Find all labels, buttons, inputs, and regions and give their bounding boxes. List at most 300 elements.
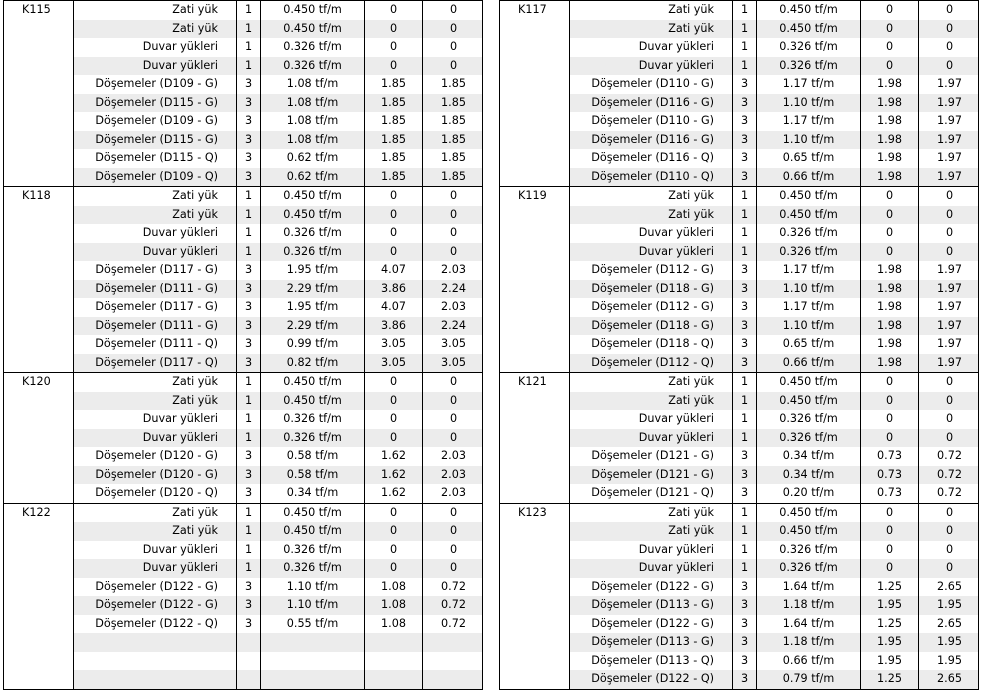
load-value: 0.34 tf/m (261, 484, 365, 503)
load-value: 0.66 tf/m (757, 652, 861, 671)
distance-a: 1.98 (861, 149, 919, 168)
load-type: 1 (733, 1, 757, 20)
load-type: 1 (237, 392, 261, 411)
distance-b: 0 (919, 559, 979, 578)
distance-b: 0 (423, 57, 483, 76)
load-type: 1 (237, 541, 261, 560)
table-row (4, 559, 483, 578)
distance-a: 1.95 (861, 633, 919, 652)
load-name: Döşemeler (D118 - G) (570, 317, 733, 336)
load-name (74, 633, 237, 652)
load-name: Zati yük (570, 522, 733, 541)
table-row (500, 615, 979, 634)
load-type: 3 (733, 466, 757, 485)
load-value: 1.10 tf/m (757, 131, 861, 150)
load-name: Zati yük (74, 503, 237, 522)
distance-b: 1.97 (919, 261, 979, 280)
table-row (500, 1, 979, 20)
distance-a: 0 (365, 38, 423, 57)
distance-a (365, 652, 423, 671)
distance-b: 1.97 (919, 280, 979, 299)
load-name: Döşemeler (D122 - Q) (570, 670, 733, 689)
distance-b: 1.97 (919, 298, 979, 317)
load-name: Döşemeler (D120 - Q) (74, 484, 237, 503)
distance-a: 0 (365, 57, 423, 76)
distance-a: 0 (365, 187, 423, 206)
distance-b: 0.72 (919, 466, 979, 485)
table-row (500, 298, 979, 317)
distance-a: 3.86 (365, 280, 423, 299)
load-name: Duvar yükleri (74, 429, 237, 448)
load-type: 1 (237, 38, 261, 57)
table-row (500, 466, 979, 485)
load-name: Döşemeler (D109 - G) (74, 75, 237, 94)
load-type: 3 (237, 596, 261, 615)
load-value: 0.62 tf/m (261, 168, 365, 187)
load-type: 3 (733, 112, 757, 131)
distance-a: 1.98 (861, 168, 919, 187)
table-row (500, 94, 979, 113)
distance-b: 0 (919, 224, 979, 243)
load-value: 0.62 tf/m (261, 149, 365, 168)
load-type: 3 (237, 75, 261, 94)
distance-b: 2.65 (919, 578, 979, 597)
load-type: 3 (733, 670, 757, 689)
load-type: 1 (733, 20, 757, 39)
distance-a: 0 (365, 243, 423, 262)
load-type: 1 (237, 20, 261, 39)
table-row (4, 633, 483, 652)
distance-a: 1.98 (861, 112, 919, 131)
load-value: 1.17 tf/m (757, 112, 861, 131)
load-type: 3 (237, 578, 261, 597)
distance-a: 0 (861, 187, 919, 206)
load-name: Döşemeler (D121 - G) (570, 447, 733, 466)
distance-b: 1.97 (919, 131, 979, 150)
load-type: 3 (237, 615, 261, 634)
load-name: Döşemeler (D112 - G) (570, 298, 733, 317)
distance-a: 1.85 (365, 168, 423, 187)
load-type: 1 (733, 392, 757, 411)
load-value: 1.18 tf/m (757, 596, 861, 615)
load-name: Döşemeler (D109 - G) (74, 112, 237, 131)
distance-b: 0 (919, 541, 979, 560)
load-name: Döşemeler (D121 - Q) (570, 484, 733, 503)
table-row (4, 578, 483, 597)
distance-a: 0 (365, 410, 423, 429)
beam-id: K123 (500, 503, 570, 689)
table-row (500, 484, 979, 503)
distance-b: 1.85 (423, 131, 483, 150)
load-name: Döşemeler (D122 - G) (570, 578, 733, 597)
load-name: Zati yük (570, 392, 733, 411)
distance-b: 1.85 (423, 168, 483, 187)
load-type: 3 (733, 149, 757, 168)
load-type: 3 (733, 578, 757, 597)
load-value: 0.326 tf/m (757, 224, 861, 243)
load-value: 0.326 tf/m (757, 38, 861, 57)
load-type: 3 (733, 298, 757, 317)
load-name: Duvar yükleri (74, 57, 237, 76)
distance-a: 0 (365, 373, 423, 392)
load-value: 0.326 tf/m (261, 243, 365, 262)
table-row (4, 410, 483, 429)
load-type: 1 (237, 410, 261, 429)
load-value: 0.450 tf/m (757, 373, 861, 392)
load-type: 3 (733, 261, 757, 280)
load-name: Döşemeler (D116 - Q) (570, 149, 733, 168)
table-row (4, 652, 483, 671)
load-value: 0.450 tf/m (757, 1, 861, 20)
load-name: Zati yük (74, 373, 237, 392)
load-value: 0.82 tf/m (261, 354, 365, 373)
distance-a: 1.08 (365, 578, 423, 597)
distance-a: 1.98 (861, 94, 919, 113)
distance-b: 2.24 (423, 280, 483, 299)
distance-a: 4.07 (365, 261, 423, 280)
distance-a: 1.85 (365, 131, 423, 150)
load-type: 3 (237, 335, 261, 354)
load-name: Zati yük (74, 20, 237, 39)
load-value: 1.64 tf/m (757, 578, 861, 597)
load-value: 0.326 tf/m (261, 559, 365, 578)
beam-id: K117 (500, 1, 570, 187)
distance-b: 0 (919, 410, 979, 429)
load-type: 3 (237, 298, 261, 317)
load-value: 1.10 tf/m (757, 94, 861, 113)
load-type: 1 (237, 429, 261, 448)
distance-b: 1.85 (423, 75, 483, 94)
distance-a: 1.85 (365, 149, 423, 168)
distance-b: 2.24 (423, 317, 483, 336)
load-value: 0.326 tf/m (261, 224, 365, 243)
load-type: 3 (237, 484, 261, 503)
beam-id: K122 (4, 503, 74, 689)
distance-b: 0 (423, 20, 483, 39)
table-row (4, 541, 483, 560)
load-value: 1.10 tf/m (757, 280, 861, 299)
load-value: 1.08 tf/m (261, 131, 365, 150)
distance-b: 0 (423, 1, 483, 20)
distance-a: 0 (365, 429, 423, 448)
distance-a: 1.98 (861, 298, 919, 317)
table-row (500, 503, 979, 522)
distance-b: 1.97 (919, 149, 979, 168)
table-row (500, 429, 979, 448)
distance-b (423, 670, 483, 689)
distance-b: 1.85 (423, 149, 483, 168)
table-row (500, 224, 979, 243)
distance-b: 0 (423, 224, 483, 243)
distance-b: 0 (423, 503, 483, 522)
load-value: 0.450 tf/m (757, 392, 861, 411)
distance-b: 0.72 (423, 578, 483, 597)
load-value: 0.65 tf/m (757, 335, 861, 354)
table-row (500, 38, 979, 57)
load-type: 1 (237, 243, 261, 262)
distance-a: 0.73 (861, 484, 919, 503)
beam-id: K118 (4, 187, 74, 373)
load-name: Döşemeler (D115 - G) (74, 94, 237, 113)
table-row (500, 559, 979, 578)
table-row (500, 670, 979, 689)
load-value: 2.29 tf/m (261, 317, 365, 336)
load-value: 0.326 tf/m (757, 410, 861, 429)
table-row (500, 149, 979, 168)
load-name: Döşemeler (D117 - Q) (74, 354, 237, 373)
distance-b: 0.72 (423, 596, 483, 615)
distance-b: 0 (423, 522, 483, 541)
load-type: 1 (733, 429, 757, 448)
table-row (4, 206, 483, 225)
load-value: 0.326 tf/m (757, 429, 861, 448)
table-row (500, 261, 979, 280)
table-row (4, 187, 483, 206)
load-type: 3 (733, 75, 757, 94)
distance-a: 1.98 (861, 335, 919, 354)
load-name: Zati yük (74, 187, 237, 206)
load-type: 1 (237, 503, 261, 522)
load-value: 0.99 tf/m (261, 335, 365, 354)
distance-b: 0 (919, 429, 979, 448)
distance-b: 1.97 (919, 168, 979, 187)
distance-b: 2.03 (423, 466, 483, 485)
distance-a: 1.62 (365, 447, 423, 466)
distance-a: 1.25 (861, 670, 919, 689)
load-value: 0.450 tf/m (261, 20, 365, 39)
load-type: 3 (237, 354, 261, 373)
distance-b: 2.65 (919, 670, 979, 689)
table-row (4, 317, 483, 336)
distance-b: 0 (423, 373, 483, 392)
load-type: 1 (733, 57, 757, 76)
load-type (237, 633, 261, 652)
load-type: 1 (733, 243, 757, 262)
load-value: 0.34 tf/m (757, 466, 861, 485)
distance-a: 1.98 (861, 261, 919, 280)
load-value: 0.450 tf/m (757, 206, 861, 225)
load-type: 1 (237, 187, 261, 206)
table-row (4, 57, 483, 76)
beam-id: K120 (4, 373, 74, 504)
load-type: 1 (733, 224, 757, 243)
load-type: 1 (733, 187, 757, 206)
table-row (4, 429, 483, 448)
load-name: Zati yük (570, 373, 733, 392)
table-row (4, 596, 483, 615)
load-value: 0.326 tf/m (261, 429, 365, 448)
distance-b: 0 (423, 410, 483, 429)
load-value: 0.326 tf/m (757, 559, 861, 578)
distance-b: 2.03 (423, 261, 483, 280)
load-value: 0.326 tf/m (261, 541, 365, 560)
load-type: 1 (237, 373, 261, 392)
load-value: 1.95 tf/m (261, 261, 365, 280)
table-row (4, 615, 483, 634)
distance-b: 0 (919, 373, 979, 392)
distance-a: 0 (861, 410, 919, 429)
table-row (4, 280, 483, 299)
distance-b: 0 (919, 503, 979, 522)
load-name: Döşemeler (D120 - G) (74, 447, 237, 466)
load-type: 3 (733, 335, 757, 354)
left-table-body (4, 1, 483, 690)
load-type: 3 (733, 94, 757, 113)
load-value: 1.10 tf/m (261, 596, 365, 615)
distance-a: 0 (861, 38, 919, 57)
load-name: Döşemeler (D112 - G) (570, 261, 733, 280)
distance-a: 0 (861, 503, 919, 522)
distance-a: 1.98 (861, 131, 919, 150)
beam-load-table-right (499, 0, 979, 690)
load-name: Döşemeler (D113 - G) (570, 596, 733, 615)
table-row (500, 317, 979, 336)
distance-a: 1.62 (365, 484, 423, 503)
distance-b: 0 (919, 243, 979, 262)
table-row (500, 596, 979, 615)
distance-a: 0 (861, 559, 919, 578)
load-name: Duvar yükleri (570, 38, 733, 57)
table-row (4, 503, 483, 522)
distance-a: 3.05 (365, 335, 423, 354)
distance-a: 0.73 (861, 466, 919, 485)
table-row (500, 652, 979, 671)
load-name: Döşemeler (D122 - G) (74, 578, 237, 597)
load-type: 1 (733, 38, 757, 57)
table-row (500, 522, 979, 541)
table-row (500, 187, 979, 206)
distance-a: 0 (365, 224, 423, 243)
table-row (4, 224, 483, 243)
table-row (4, 20, 483, 39)
table-row (500, 447, 979, 466)
load-name: Zati yük (570, 20, 733, 39)
distance-a: 0.73 (861, 447, 919, 466)
distance-b: 0 (423, 392, 483, 411)
load-value: 1.17 tf/m (757, 75, 861, 94)
load-name: Döşemeler (D116 - G) (570, 94, 733, 113)
distance-a: 0 (861, 522, 919, 541)
table-row (500, 335, 979, 354)
load-name: Döşemeler (D115 - G) (74, 131, 237, 150)
load-type: 1 (733, 410, 757, 429)
load-name: Duvar yükleri (74, 243, 237, 262)
distance-a: 1.62 (365, 466, 423, 485)
table-row (4, 522, 483, 541)
load-name: Zati yük (570, 206, 733, 225)
distance-a: 0 (861, 373, 919, 392)
load-name: Duvar yükleri (570, 410, 733, 429)
load-value: 1.08 tf/m (261, 75, 365, 94)
load-value: 1.17 tf/m (757, 261, 861, 280)
load-name: Döşemeler (D113 - G) (570, 633, 733, 652)
table-row (4, 75, 483, 94)
load-type: 3 (733, 633, 757, 652)
load-type: 3 (237, 261, 261, 280)
load-name: Zati yük (570, 503, 733, 522)
table-row (500, 206, 979, 225)
load-name: Döşemeler (D117 - G) (74, 261, 237, 280)
distance-a: 1.25 (861, 578, 919, 597)
distance-b: 2.03 (423, 484, 483, 503)
load-value: 0.450 tf/m (261, 503, 365, 522)
distance-b: 0 (423, 187, 483, 206)
distance-b: 0.72 (423, 615, 483, 634)
table-row (4, 447, 483, 466)
load-type: 3 (237, 168, 261, 187)
load-name: Zati yük (570, 187, 733, 206)
load-type: 3 (733, 354, 757, 373)
distance-a: 3.86 (365, 317, 423, 336)
load-value: 0.55 tf/m (261, 615, 365, 634)
table-row (4, 261, 483, 280)
load-value: 0.66 tf/m (757, 354, 861, 373)
table-row (500, 354, 979, 373)
distance-a: 1.25 (861, 615, 919, 634)
load-value: 0.450 tf/m (261, 373, 365, 392)
distance-b: 0 (919, 20, 979, 39)
table-row (4, 112, 483, 131)
load-value: 1.08 tf/m (261, 112, 365, 131)
distance-a: 0 (365, 1, 423, 20)
distance-b: 1.97 (919, 317, 979, 336)
table-row (500, 112, 979, 131)
load-name: Duvar yükleri (570, 57, 733, 76)
load-name: Döşemeler (D115 - Q) (74, 149, 237, 168)
load-name: Duvar yükleri (74, 224, 237, 243)
table-row (4, 94, 483, 113)
table-row (4, 373, 483, 392)
table-row (500, 75, 979, 94)
table-row (500, 243, 979, 262)
load-value: 1.08 tf/m (261, 94, 365, 113)
distance-b: 0 (423, 38, 483, 57)
load-name: Duvar yükleri (570, 224, 733, 243)
distance-b: 1.95 (919, 633, 979, 652)
load-type: 3 (733, 168, 757, 187)
distance-a: 1.95 (861, 596, 919, 615)
distance-a: 0 (861, 206, 919, 225)
load-name: Duvar yükleri (74, 541, 237, 560)
distance-a: 0 (365, 206, 423, 225)
load-name (74, 652, 237, 671)
distance-a (365, 633, 423, 652)
distance-b: 1.85 (423, 112, 483, 131)
load-type: 3 (733, 317, 757, 336)
load-value: 0.79 tf/m (757, 670, 861, 689)
distance-b: 0 (423, 243, 483, 262)
table-row (500, 20, 979, 39)
distance-b: 1.97 (919, 112, 979, 131)
distance-a: 1.08 (365, 615, 423, 634)
load-type (237, 652, 261, 671)
table-row (4, 354, 483, 373)
table-row (4, 298, 483, 317)
distance-b: 2.03 (423, 447, 483, 466)
load-type: 3 (733, 131, 757, 150)
distance-a (365, 670, 423, 689)
distance-a: 0 (365, 522, 423, 541)
distance-b: 2.03 (423, 298, 483, 317)
load-name: Döşemeler (D122 - G) (74, 596, 237, 615)
load-name: Döşemeler (D112 - Q) (570, 354, 733, 373)
beam-load-table-left (3, 0, 483, 690)
table-row (4, 484, 483, 503)
load-value: 0.450 tf/m (261, 206, 365, 225)
load-value: 0.326 tf/m (757, 57, 861, 76)
load-type: 3 (733, 596, 757, 615)
load-type (237, 670, 261, 689)
